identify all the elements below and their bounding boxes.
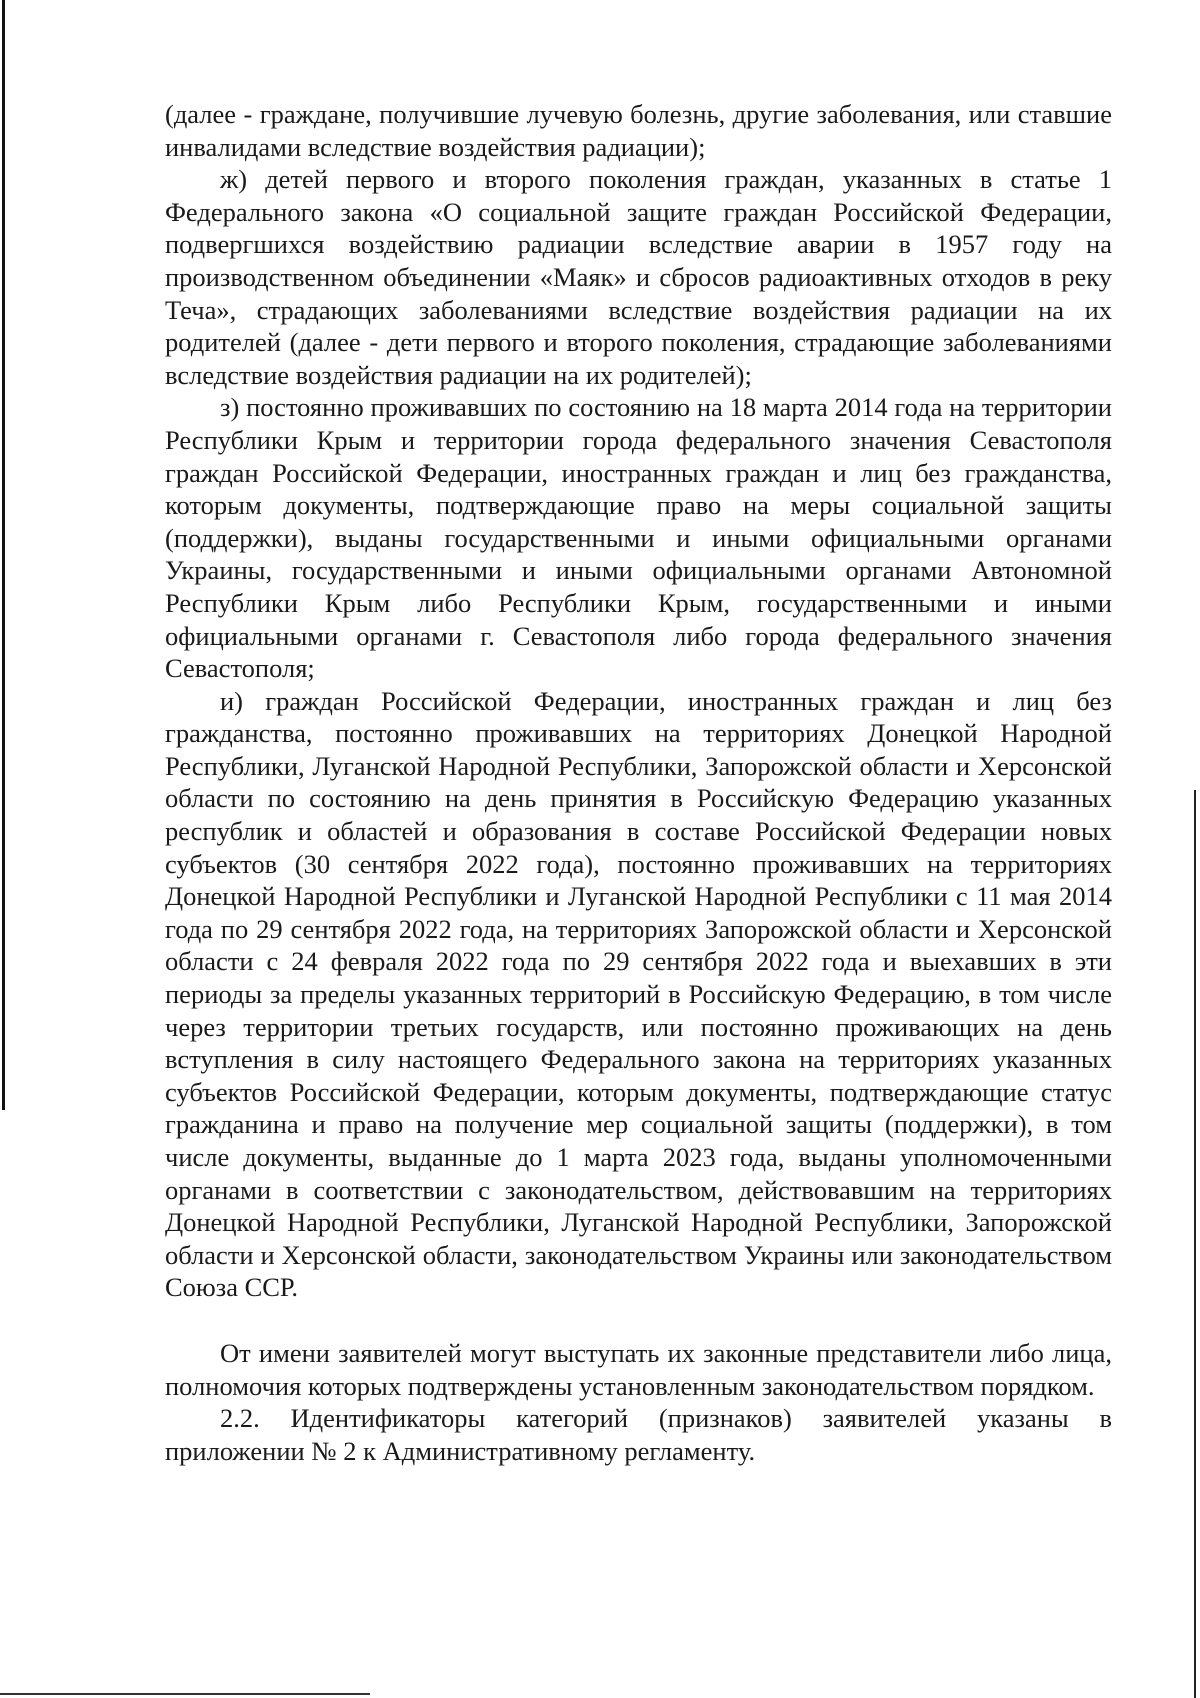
paragraph-intro-continued: (далее - граждане, получившие лучевую болезнь, другие заболевания, или ставшие инвалидами вследствие воздействия радиации); bbox=[165, 99, 1112, 162]
paragraph-item-z: з) постоянно проживавших по состоянию на 18 марта 2014 года на территории Республики Крым и территории города федерального значения Севастополя граждан Российской Федерации, иностранных граждан и лиц без гражданства, которым документы, подтверждающие право на меры социальной защиты (поддержки), выданы государственными и иными официальными органами Украины, государственными и иными официальными органами Автономной Республики Крым либо Республики Крым, государственными и иными официальными органами г. Севастополя либо города федерального значения Севастополя; bbox=[165, 392, 1112, 684]
paragraph-representatives: От имени заявителей могут выступать их законные представители либо лица, полномочия которых подтверждены установленным законодательством порядком. bbox=[165, 1337, 1112, 1401]
document-page bbox=[165, 98, 1112, 1467]
paragraph-item-zh: ж) детей первого и второго поколения граждан, указанных в статье 1 Федерального закона «О социальной защите граждан Российской Федерации, подвергшихся воздействию радиации вследствие аварии в 1957 году на производственном объединении «Маяк» и сбросов радиоактивных отходов в реку Теча», страдающих заболеваниями вследствие воздействия радиации на их родителей (далее - дети первого и второго поколения, страдающие заболеваниями вследствие воздействия радиации на их родителей); bbox=[165, 164, 1112, 390]
scan-edge-right bbox=[1194, 790, 1196, 1698]
paragraph-section-2-2: 2.2. Идентификаторы категорий (признаков) заявителей указаны в приложении № 2 к Административному регламенту. bbox=[165, 1403, 1112, 1466]
scan-edge-bottom bbox=[0, 1693, 370, 1695]
scan-edge-left bbox=[2, 0, 5, 1110]
paragraph-item-i: и) граждан Российской Федерации, иностранных граждан и лиц без гражданства, постоянно проживавших на территориях Донецкой Народной Республики, Луганской Народной Республики, Запорожской области и Херсонской области по состоянию на день принятия в Российскую Федерацию указанных республик и областей и образования в составе Российской Федерации новых субъектов (30 сентября 2022 года), постоянно проживавших на территориях Донецкой Народной Республики и Луганской Народной Республики с 11 мая 2014 года по 29 сентября 2022 года, на территориях Запорожской области и Херсонской области с 24 февраля 2022 года по 29 сентября 2022 года и выехавших в эти периоды за пределы указанных территорий в Российскую Федерацию, в том числе через территории третьих государств, или постоянно проживающих на день вступления в силу настоящего Федерального закона на территориях указанных субъектов Российской Федерации, которым документы, подтверждающие статус гражданина и право на получение мер социальной защиты (поддержки), в том числе документы, выданные до 1 марта 2023 года, выданы уполномоченными органами в соответствии с законодательством, действовавшим на территориях Донецкой Народной Республики, Луганской Народной Республики, Запорожской области и Херсонской области, законодательством Украины или законодательством Союза ССР. bbox=[165, 685, 1112, 1303]
